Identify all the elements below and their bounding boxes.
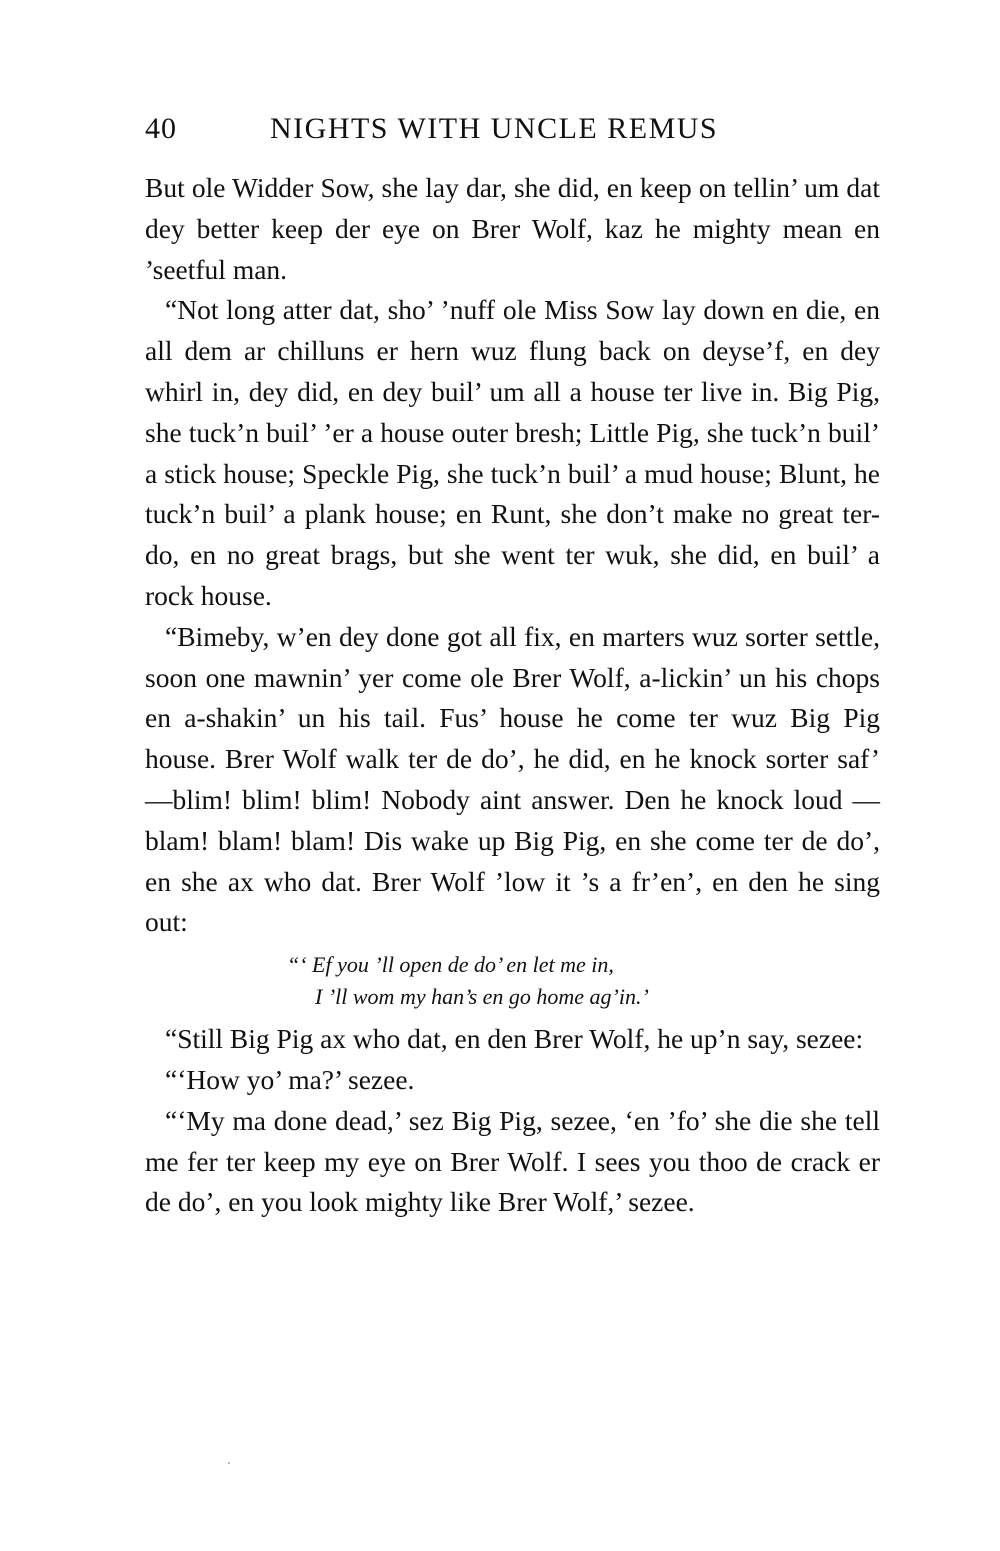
paragraph: “Still Big Pig ax who dat, en den Brer Wolf, he up’n say, sezee: — [165, 1023, 864, 1055]
page-header — [145, 112, 880, 168]
verse — [287, 949, 880, 1013]
paragraph: “Not long atter dat, sho’ ’nuff ole Miss Sow lay down en die, en all dem ar chilluns er hern wuz flung back on deyse’f, en dey whirl in, dey did, en dey buil’ um all a house ter live in. Big Pig, she tuck’n buil’ ’er a house outer bresh; Little Pig, she tuck’n buil’ a stick house; Speckle Pig, she tuck’n buil’ a mud house; Blunt, he tuck’n buil’ a plank house; en Runt, she don’t make no great ter-do, en no great brags, but she went ter wuk, she did, en buil’ a rock house. — [145, 294, 880, 611]
paragraph: But ole Widder Sow, she lay dar, she did, en keep on tellin’ um dat dey better keep der eye on Brer Wolf, kaz he mighty mean en ’seetful man. — [145, 172, 880, 285]
running-head: NIGHTS WITH UNCLE REMUS — [270, 112, 719, 145]
paragraph: “‘How yo’ ma?’ sezee. — [165, 1063, 415, 1095]
paragraph: “‘My ma done dead,’ sez Big Pig, sezee, ‘en ’fo’ she die she tell me fer ter keep my eye on Brer Wolf. I sees you thoo de crack er de do’, en you look mighty like Brer Wolf,’ sezee. — [145, 1104, 880, 1218]
verse-line: “‘ Ef you ’ll open de do’ en let me in, — [287, 952, 614, 978]
body-text — [145, 168, 880, 1223]
paragraph: “Bimeby, w’en dey done got all fix, en marters wuz sorter settle, soon one mawnin’ yer come ole Brer Wolf, a-lickin’ un his chops en a-shakin’ un his tail. Fus’ house he come ter wuz Big Pig house. Brer Wolf walk ter de do’, he did, en he knock sorter saf’ —blim! blim! blim! Nobody aint answer. Den he knock loud —blam! blam! blam! Dis wake up Big Pig, en she come ter de do’, en she ax who dat. Brer Wolf ’low it ’s a fr’en’, en den he sing out: — [145, 620, 880, 938]
page-number: 40 — [145, 112, 177, 145]
book-page — [145, 112, 880, 1223]
verse-line: I ’ll wom my han’s en go home ag’in.’ — [315, 984, 649, 1010]
scan-speck — [228, 1462, 230, 1464]
